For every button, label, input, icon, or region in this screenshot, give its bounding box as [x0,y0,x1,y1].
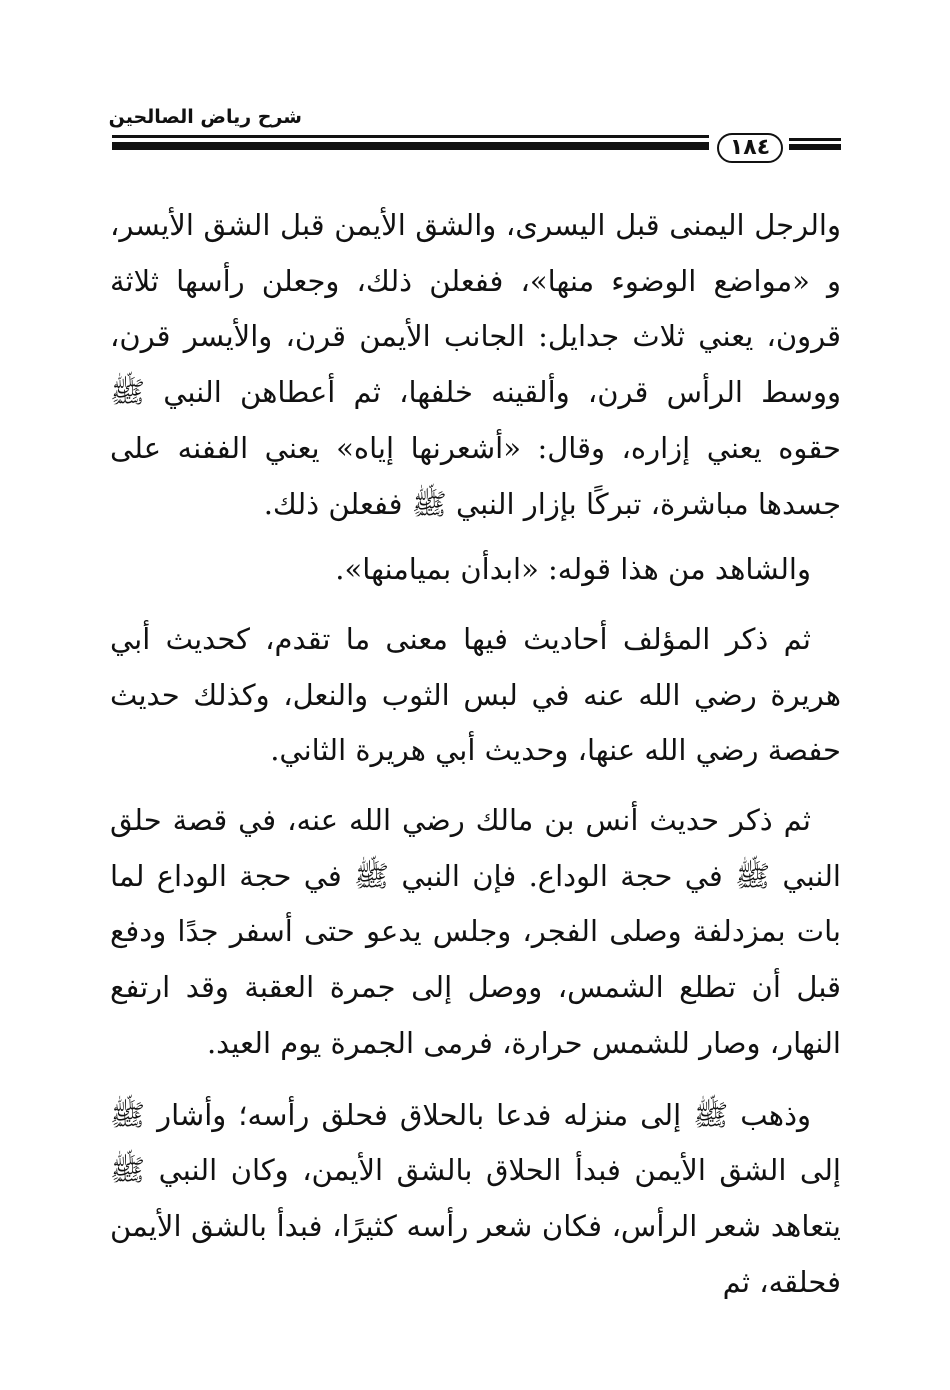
paragraph-ahadith: ثم ذكر المؤلف أحاديث فيها معنى ما تقدم، كحديث أبي هريرة رضي الله عنه في لبس الثوب والنعل، وكذلك حديث حفصة رضي الله عنها، وحديث أبي هريرة الثاني. [110,621,841,768]
header-rule-top [112,135,709,138]
header-rule-right-bottom [789,144,841,150]
book-title: شرح رياض الصالحين [108,106,302,128]
page-number-badge [717,133,783,163]
paragraph-halq: وذهب ﷺ إلى منزله فدعا بالحلاق فحلق رأسه؛ وأشار ﷺ إلى الشق الأيمن فبدأ الحلاق بالشق الأيمن، وكان النبي ﷺ يتعاهد شعر الرأس، فكان شعر رأسه كثيرًا، فبدأ بالشق الأيمن فحلقه، ثم [110,1097,841,1299]
page-number: ١٨٤ [729,135,771,160]
paragraph-anas-hadith: ثم ذكر حديث أنس بن مالك رضي الله عنه، في قصة حلق النبي ﷺ في حجة الوداع. فإن النبي ﷺ في حجة الوداع لما بات بمزدلفة وصلى الفجر، وجلس يدعو حتى أسفر جدًا ودفع قبل أن تطلع الشمس، ووصل إلى جمرة العقبة وقد ارتفع النهار، وصار للشمس حرارة، فرمى الجمرة يوم العيد. [110,803,841,1060]
paragraph-continuation: والرجل اليمنى قبل اليسرى، والشق الأيمن قبل الشق الأيسر، و «مواضع الوضوء منها»، ففعلن ذلك، وجعلن رأسها ثلاثة قرون، يعني ثلاث جدايل: الجانب الأيمن قرن، والأيسر قرن، ووسط الرأس قرن، وألقينه خلفها، ثم أعطاهن النبي ﷺ حقوه يعني إزاره، وقال: «أشعرنها إياه» يعني الففنه على جسدها مباشرة، تبركًا بإزار النبي ﷺ ففعلن ذلك. [110,208,841,521]
paragraph-shahid: والشاهد من هذا قوله: «ابدأن بميامنها». [335,552,811,587]
header-rule-bottom [112,142,709,150]
header-rule-right-top [789,138,841,141]
body-text [110,198,841,1310]
page-header [0,0,950,170]
